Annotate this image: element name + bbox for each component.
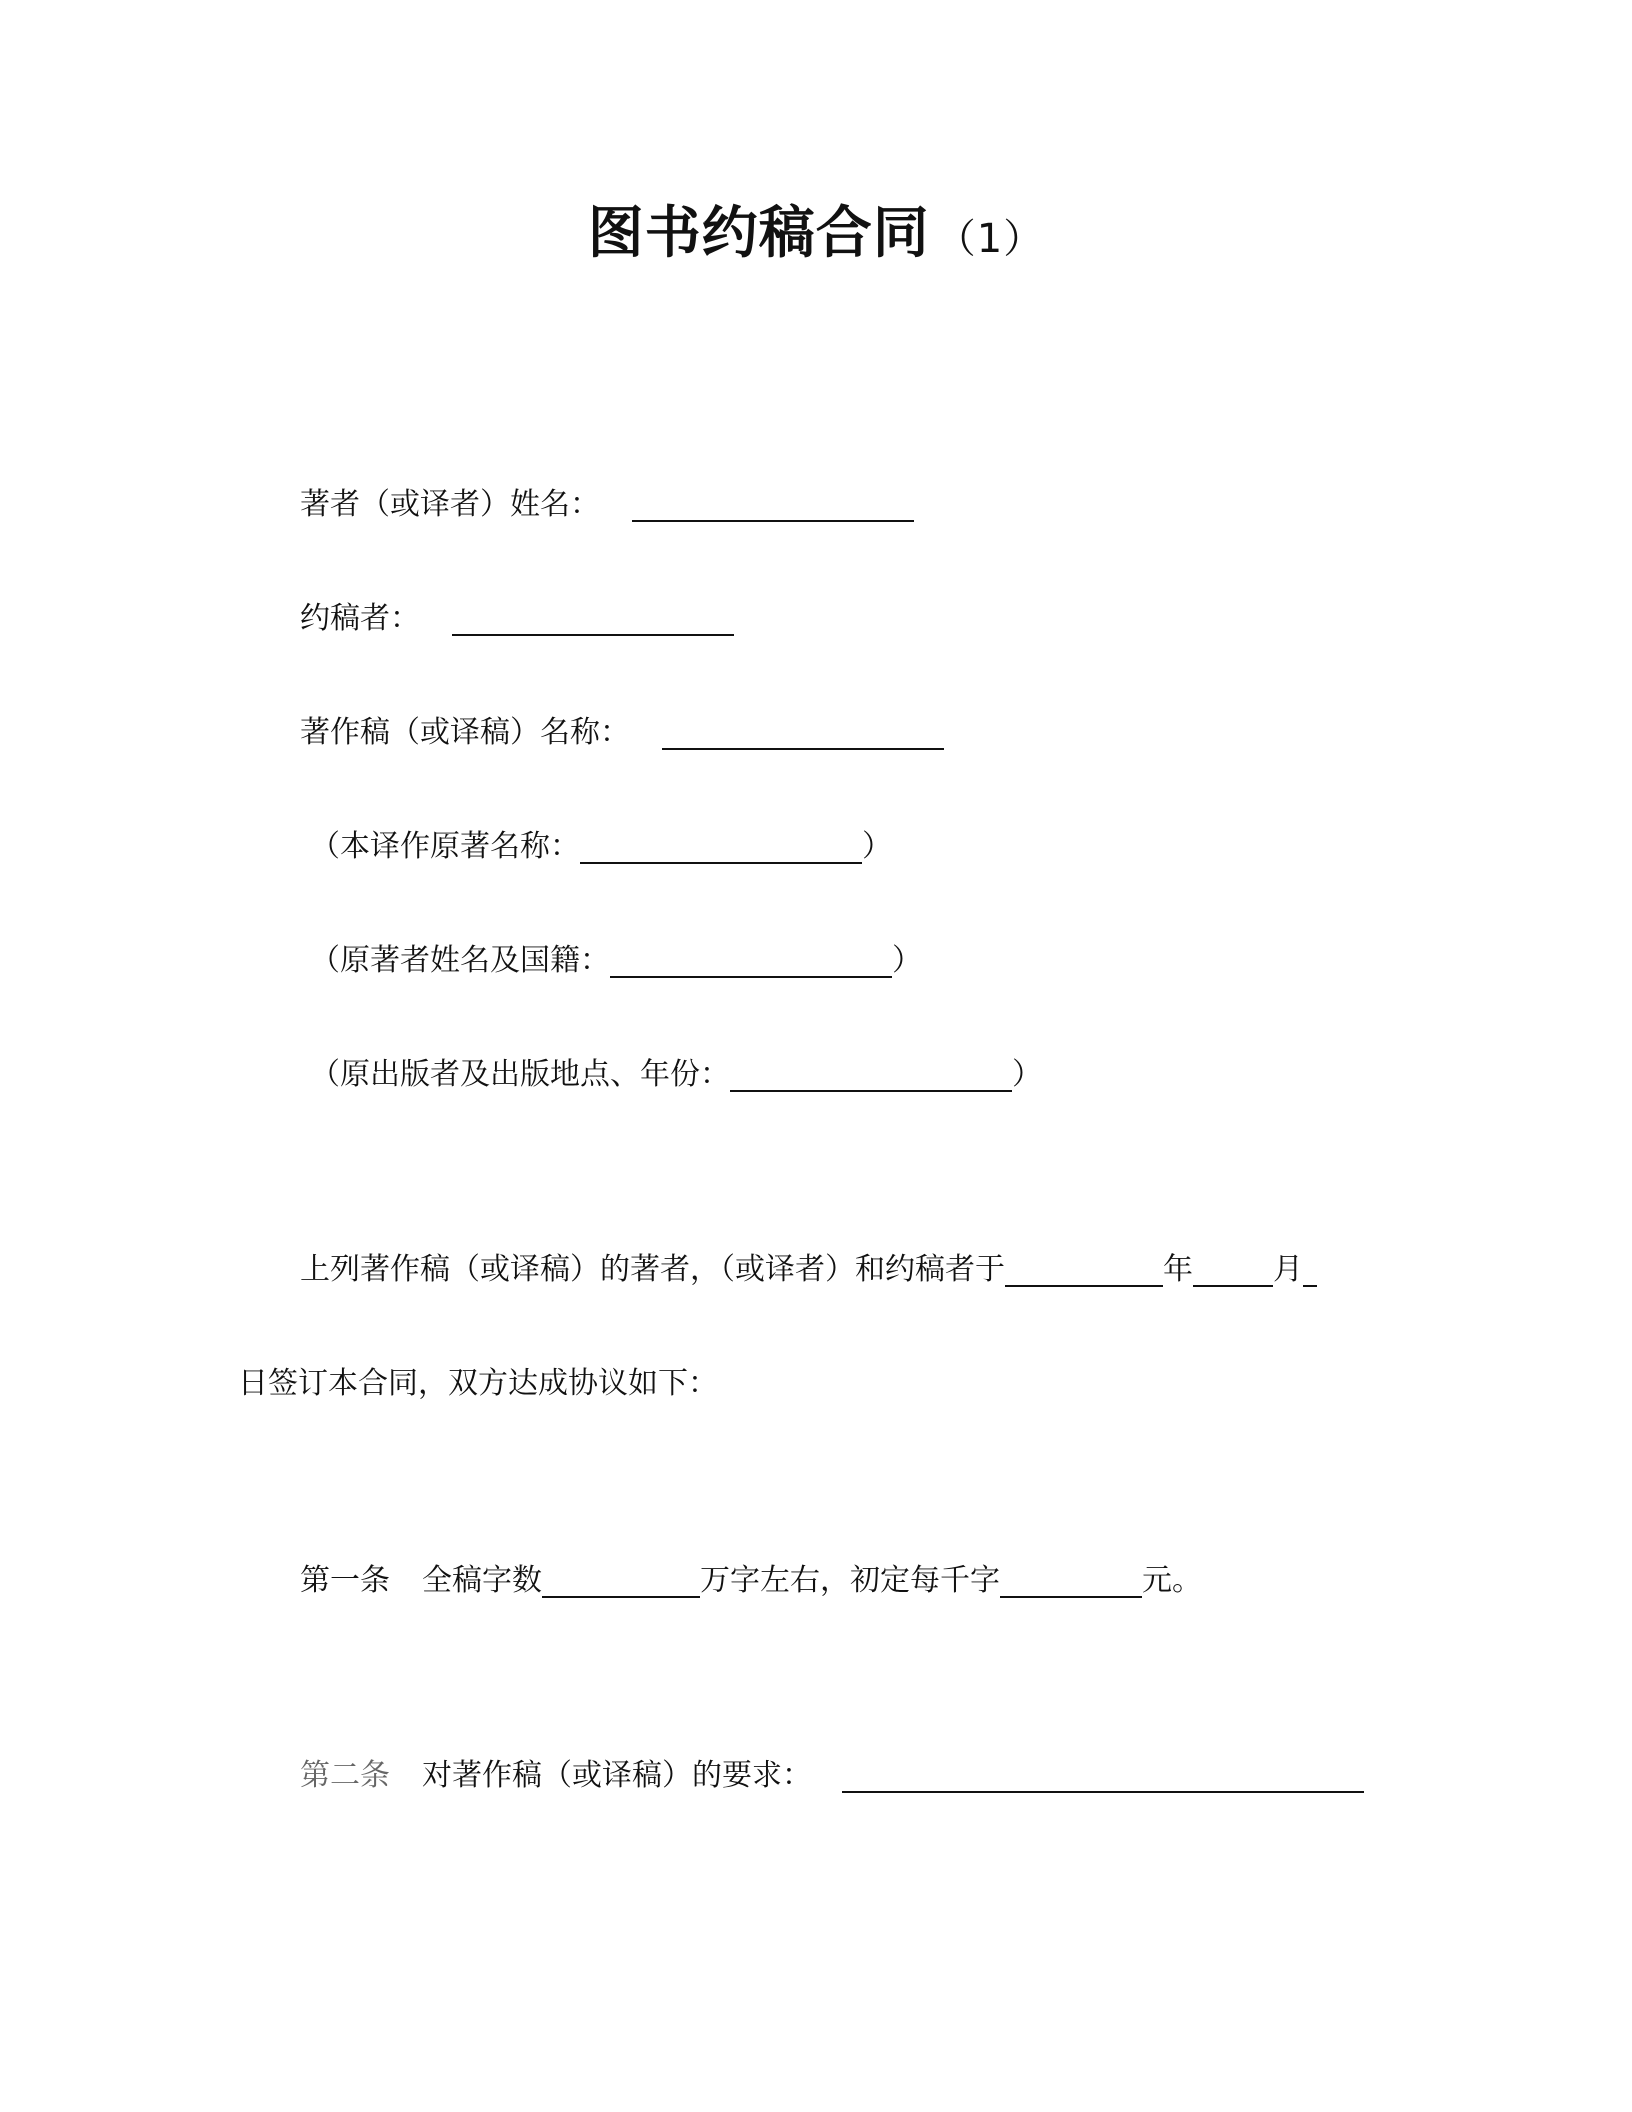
month-label: 月 [1273,1252,1303,1287]
article-2-text: 对著作稿（或译稿）的要求： [422,1758,812,1793]
solicitor-blank [452,600,734,636]
year-label: 年 [1163,1252,1193,1287]
close-paren: ） [892,943,922,978]
close-paren: ） [1012,1057,1042,1092]
solicitor-label: 约稿者： [300,601,420,636]
author-name-label: 著者（或译者）姓名： [300,487,600,522]
original-publisher-blank [730,1056,1012,1092]
original-publisher-line [310,1055,1042,1095]
word-count-blank [542,1562,700,1598]
original-title-label: （本译作原著名称： [310,829,580,864]
article-1-text-2: 万字左右，初定每千字 [700,1563,1000,1598]
work-title-line [300,713,944,753]
article-1-text-3: 元。 [1142,1563,1202,1598]
original-author-label: （原著者姓名及国籍： [310,943,610,978]
original-title-blank [580,828,862,864]
author-name-blank [632,486,914,522]
month-blank [1193,1251,1273,1287]
article-1-text-1: 全稿字数 [422,1563,542,1598]
day-blank [1303,1251,1317,1287]
original-author-line [310,941,922,981]
document-title [0,198,1632,275]
rate-blank [1000,1562,1142,1598]
requirements-blank [842,1757,1364,1793]
article-1-number: 第一条 [300,1563,390,1598]
original-title-line [310,827,892,867]
intro-line-1 [300,1250,1317,1290]
year-blank [1005,1251,1163,1287]
intro-text: 上列著作稿（或译稿）的著者，（或译者）和约稿者于 [300,1252,1005,1287]
intro-text-2: 日签订本合同，双方达成协议如下： [238,1366,718,1401]
original-author-blank [610,942,892,978]
article-2-number: 第二条 [300,1758,390,1793]
author-name-line [300,485,914,525]
title-suffix: （1） [935,216,1045,262]
title-text: 图书约稿合同 [587,201,930,266]
solicitor-line [300,599,734,639]
close-paren: ） [862,829,892,864]
work-title-blank [662,714,944,750]
work-title-label: 著作稿（或译稿）名称： [300,715,630,750]
intro-line-2 [238,1364,718,1404]
article-1 [300,1561,1202,1601]
article-2 [300,1756,1364,1796]
original-publisher-label: （原出版者及出版地点、年份： [310,1057,730,1092]
